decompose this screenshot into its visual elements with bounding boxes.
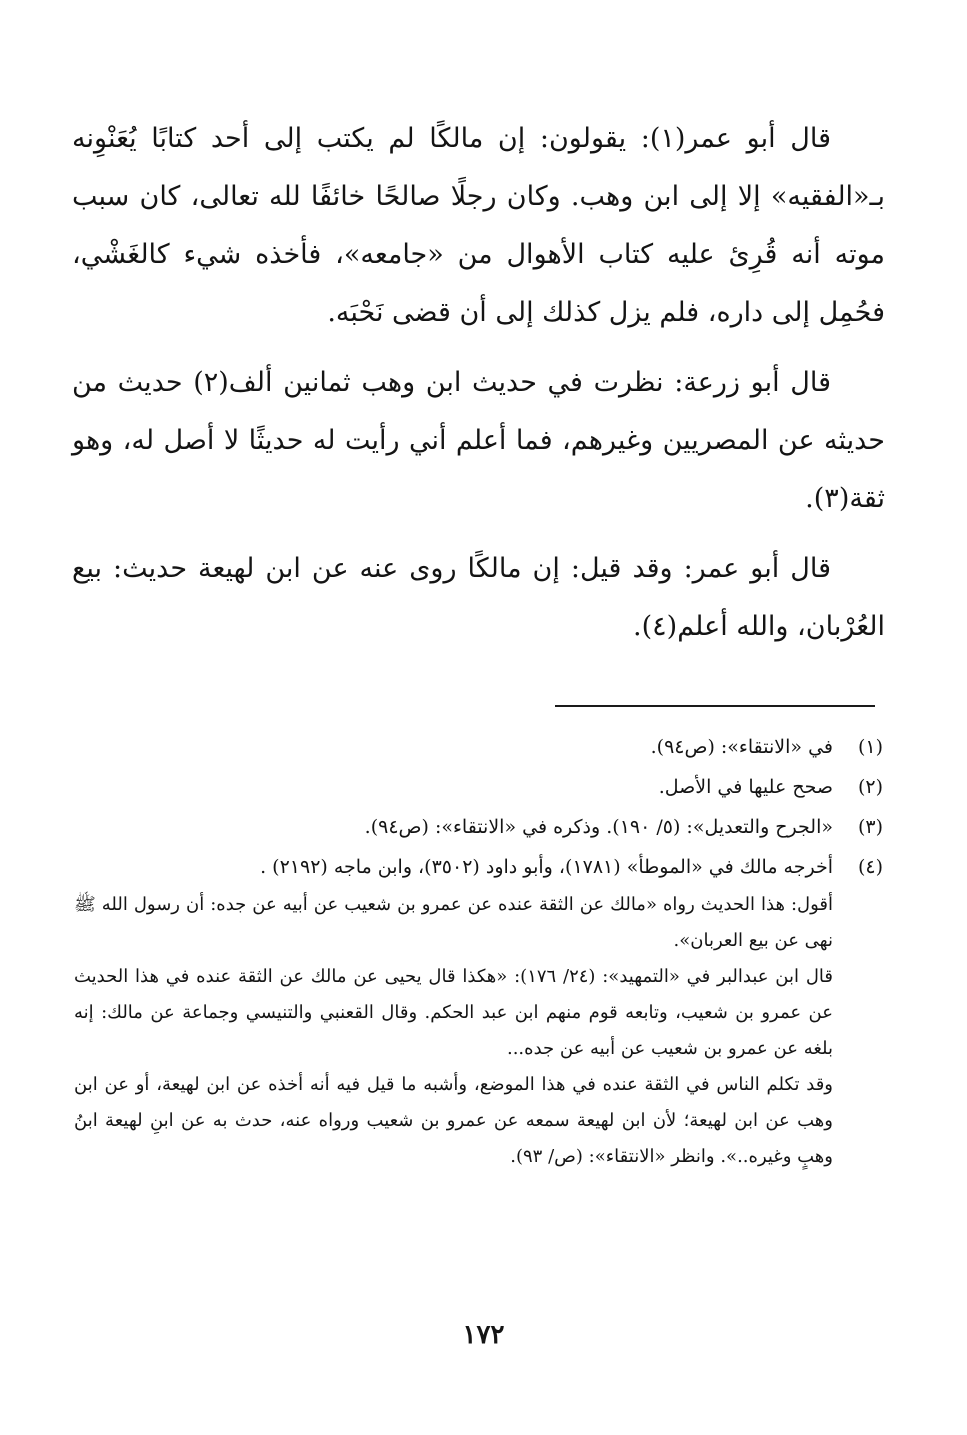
paragraph-3: قال أبو عمر: وقد قيل: إن مالكًا روى عنه عن ابن لهيعة حديث: بيع العُرْبان، والله أعلم(٤). — [72, 553, 885, 642]
footnote-text: «الجرح والتعديل»: (٥/ ١٩٠). وذكره في «الانتقاء»: (ص٩٤). — [364, 816, 833, 838]
paragraph-2: قال أبو زرعة: نظرت في حديث ابن وهب ثمانين ألف(٢) حديث من حديثه عن المصريين وغيرهم، فما أعلم أني رأيت له حديثًا لا أصل له، وهو ثقة(٣). — [72, 367, 885, 514]
main-text — [72, 110, 885, 668]
footnotes — [74, 727, 883, 1175]
footnote-number: (١) — [857, 736, 883, 758]
footnote-number: (٣) — [857, 816, 883, 838]
footnote-number: (٤) — [857, 856, 883, 878]
page-number: ١٧٢ — [462, 1320, 505, 1350]
footnote-2 — [74, 767, 883, 807]
paragraph-1: قال أبو عمر(١): يقولون: إن مالكًا لم يكتب إلى أحد كتابًا يُعَنْوِنه بـ«الفقيه» إلا إلى ابن وهب. وكان رجلًا صالحًا خائفًا لله تعالى، كان سبب موته أنه قُرِئ عليه كتاب الأهوال من «جامعه»، فأخذه شيء كالغَشْي، فحُمِل إلى داره، فلم يزل كذلك إلى أن قضى نَحْبَه. — [72, 123, 885, 328]
footnote-4-comment-2: قال ابن عبدالبر في «التمهيد»: (٢٤/ ١٧٦): «هكذا قال يحيى عن مالك عن الثقة عنده في هذا الحديث عن عمرو بن شعيب، وتابعه قوم منهم ابن عبد الحكم. وقال القعنبي والتنيسي وجماعة عن مالك: إنه بلغه عن عمرو بن شعيب عن أبيه عن جده... — [74, 966, 833, 1059]
footnote-text: في «الانتقاء»: (ص٩٤). — [650, 736, 833, 758]
footnote-number: (٢) — [857, 776, 883, 798]
footnote-text: صحح عليها في الأصل. — [658, 776, 833, 798]
footnote-text: أخرجه مالك في «الموطأ» (١٧٨١)، وأبو داود (٣٥٠٢)، وابن ماجه (٢١٩٢) . — [260, 856, 833, 878]
footnote-3 — [74, 807, 883, 847]
footnote-4 — [74, 847, 883, 887]
footnote-4-comment-1: أقول: هذا الحديث رواه «مالك عن الثقة عنده عن عمرو بن شعيب عن أبيه عن جده: أن رسول الله ﷺ نهى عن بيع العربان». — [74, 894, 833, 951]
footnote-1 — [74, 727, 883, 767]
footnote-divider — [555, 705, 875, 707]
footnote-4-comment-3: وقد تكلم الناس في الثقة عنده في هذا الموضع، وأشبه ما قيل فيه أنه أخذه عن ابن لهيعة، أو عن ابن وهب عن ابن لهيعة؛ لأن ابن لهيعة سمعه عن عمرو بن شعيب ورواه عنه، حدث به عن ابنِ لهيعة ابنُ وهبٍ وغيره..». وانظر «الانتقاء»: (ص/ ٩٣). — [74, 1074, 833, 1167]
